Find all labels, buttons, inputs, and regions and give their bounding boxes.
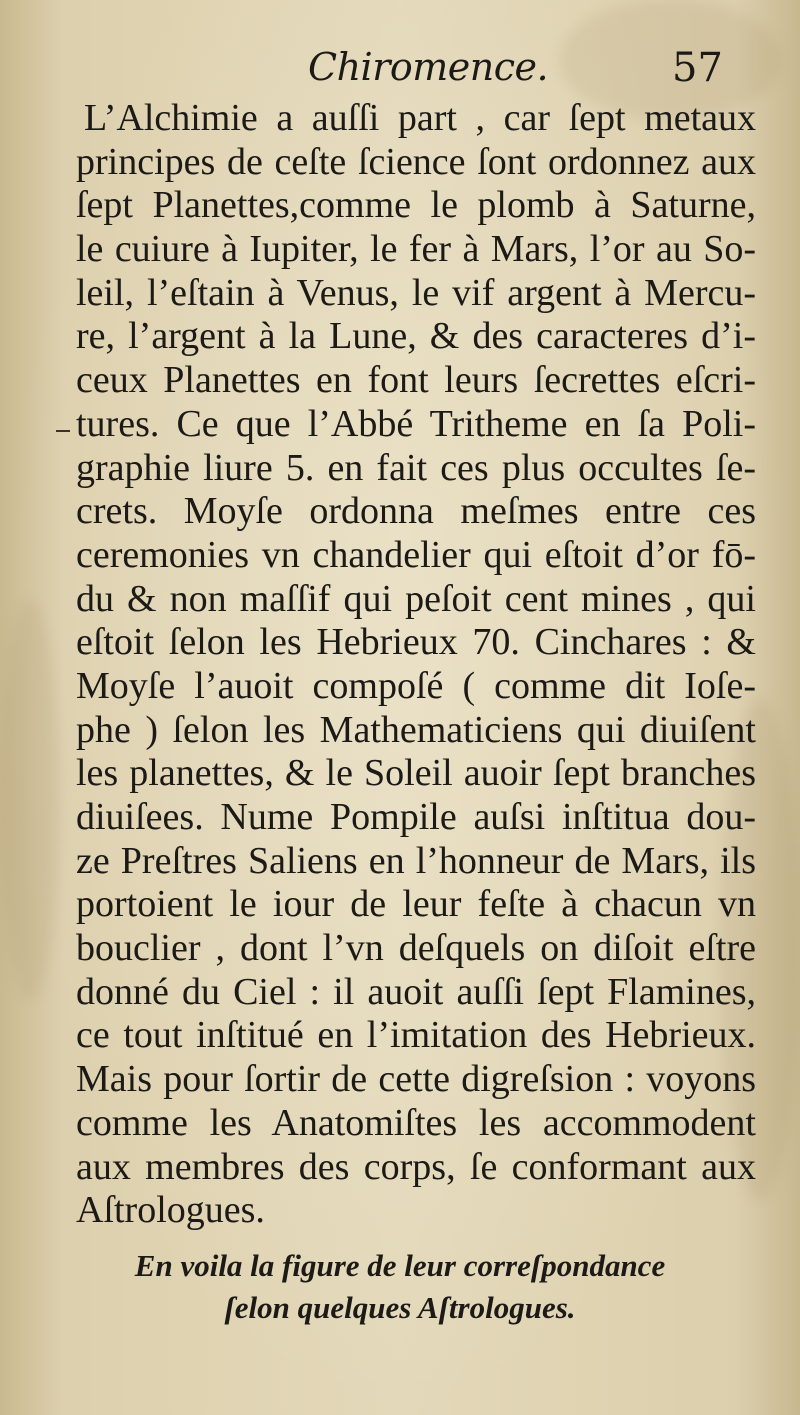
text-line: les planettes, & le Soleil auoir ſept branches <box>76 752 756 795</box>
text-line: bouclier , dont l’vn deſquels on diſoit eſtre <box>76 927 756 970</box>
text-line: graphie liure 5. en fait ces plus occultes ſe- <box>76 446 756 489</box>
caption-line: En voila la figure de leur correſpondance <box>134 1248 666 1283</box>
text-line: ceremonies vn chandelier qui eſtoit d’or fō- <box>76 533 756 576</box>
page-number: 57 <box>672 45 723 91</box>
text-line: aux membres des corps, ſe conformant aux <box>76 1145 756 1188</box>
text-line: ce tout inſtitué en l’imitation des Hebrieux. <box>76 1014 756 1057</box>
page-header <box>0 45 800 95</box>
text-line: ſept Planettes,comme le plomb à Saturne, <box>76 184 756 227</box>
figure-caption <box>0 1245 800 1329</box>
text-line: Moyſe l’auoit compoſé ( comme dit Ioſe- <box>76 664 756 707</box>
text-line: tures. Ce que l’Abbé Tritheme en ſa Poli- <box>76 402 756 445</box>
text-line: du & non maſſif qui peſoit cent mines , qui <box>76 577 756 620</box>
text-line: Mais pour ſortir de cette digreſsion : voyons <box>76 1058 756 1101</box>
running-title: Chiromence. <box>308 45 549 89</box>
text-line: principes de ceſte ſcience ſont ordonnez aux <box>76 140 756 183</box>
text-line: diuiſees. Nume Pompile auſsi inſtitua dou- <box>76 796 756 838</box>
text-line: Aſtrologues. <box>76 1189 265 1232</box>
text-line: re, l’argent à la Lune, & des caracteres d’i- <box>76 315 756 358</box>
text-line: leil, l’eſtain à Venus, le vif argent à Mercu- <box>76 271 756 314</box>
text-line: ze Preſtres Saliens en l’honneur de Mars, ils <box>76 839 756 882</box>
text-line: eſtoit ſelon les Hebrieux 70. Cinchares : & <box>76 621 756 664</box>
text-line: comme les Anatomiſtes les accommodent <box>76 1101 756 1144</box>
text-line: crets. Moyſe ordonna meſmes entre ces <box>76 490 756 533</box>
text-line: phe ) ſelon les Mathematiciens qui diuiſent <box>76 708 756 751</box>
text-line: portoient le iour de leur feſte à chacun vn <box>76 883 756 926</box>
margin-mark <box>56 430 70 432</box>
body-text <box>76 97 756 1233</box>
text-line: ceux Planettes en font leurs ſecrettes eſcri- <box>76 359 756 402</box>
text-line: L’Alchimie a auſſi part , car ſept metaux <box>84 97 756 139</box>
paper-stain <box>0 600 60 1000</box>
text-line: donné du Ciel : il auoit auſſi ſept Flamines, <box>76 970 756 1013</box>
caption-line: ſelon quelques Aſtrologues. <box>224 1290 576 1325</box>
text-line: le cuiure à Iupiter, le fer à Mars, l’or au So- <box>76 228 756 271</box>
